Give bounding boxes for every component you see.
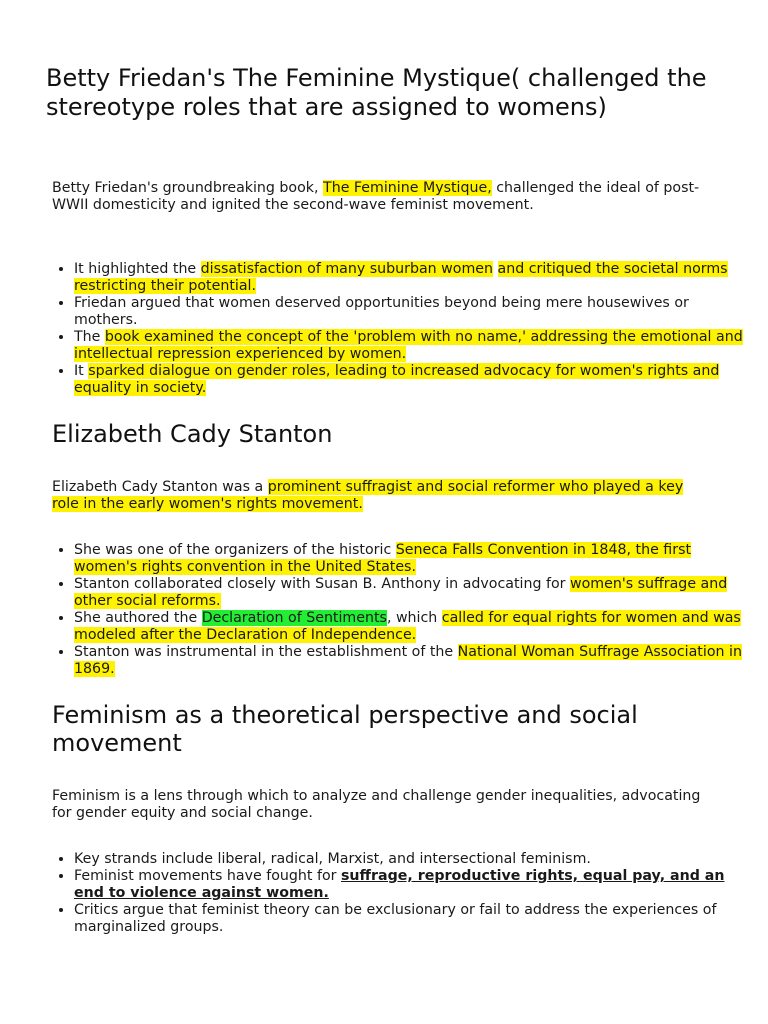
bold-underline-text: suffrage, reproductive rights, equal pay, and an end to violence against women. xyxy=(74,868,725,901)
list-item xyxy=(74,329,754,363)
list-item: • Friedan argued that women deserved opportunities beyond being mere housewives or mothers. xyxy=(74,295,754,329)
heading-feminism: Feminism as a theoretical perspective and social movement xyxy=(52,701,638,757)
list-friedan xyxy=(52,261,754,397)
list-item: • Critics argue that feminist theory can be exclusionary or fail to address the experiences of marginalized groups. xyxy=(74,902,754,936)
highlight: and critiqued the societal norms restricting their potential. xyxy=(74,261,728,294)
list-item: • Key strands include liberal, radical, Marxist, and intersectional feminism. xyxy=(74,851,754,868)
highlight: called for equal rights for women and was modeled after the Declaration of Independence. xyxy=(74,610,741,643)
text-span: Betty Friedan's groundbreaking book, xyxy=(52,180,324,196)
text-span xyxy=(493,261,498,277)
list-item xyxy=(74,868,754,902)
highlight: women's suffrage and other social reforms. xyxy=(74,576,728,609)
text-span: She was one of the organizers of the historic xyxy=(74,542,396,558)
paragraph-friedan-intro xyxy=(52,180,712,214)
list-item xyxy=(74,542,754,576)
highlight: The Feminine Mystique, xyxy=(323,180,492,196)
text-span: It xyxy=(74,363,89,379)
heading-stanton: Elizabeth Cady Stanton xyxy=(52,420,333,448)
list-item xyxy=(74,610,754,644)
text-span: Elizabeth Cady Stanton was a xyxy=(52,479,268,495)
text-span: The xyxy=(74,329,105,345)
list-item xyxy=(74,644,754,678)
highlight-green: Declaration of Sentiments xyxy=(201,610,387,626)
heading-feminine-mystique: Betty Friedan's The Feminine Mystique( challenged the stereotype roles that are assigned to womens) xyxy=(46,64,707,121)
highlight: sparked dialogue on gender roles, leading to increased advocacy for women's rights and equality in society. xyxy=(74,363,720,396)
list-item xyxy=(74,576,754,610)
text-span: Stanton collaborated closely with Susan B. Anthony in advocating for xyxy=(74,576,570,592)
text-span: , which xyxy=(386,610,442,626)
paragraph-stanton-intro xyxy=(52,479,712,513)
text-span: It highlighted the xyxy=(74,261,201,277)
text-span: Stanton was instrumental in the establishment of the xyxy=(74,644,458,660)
highlight: Seneca Falls Convention in 1848, the first women's rights convention in the United States. xyxy=(74,542,692,575)
highlight: National Woman Suffrage Association in 1869. xyxy=(74,644,742,677)
text-span: Feminist movements have fought for xyxy=(74,868,341,884)
highlight: dissatisfaction of many suburban women xyxy=(200,261,494,277)
paragraph-feminism-intro: Feminism is a lens through which to analyze and challenge gender inequalities, advocating for gender equity and social change. xyxy=(52,788,701,821)
list-stanton xyxy=(52,542,754,678)
text-span: challenged the ideal of post-WWII domesticity and ignited the second-wave feminist movement. xyxy=(52,180,700,213)
list-item xyxy=(74,363,754,397)
text-span: She authored the xyxy=(74,610,202,626)
highlight: prominent suffragist and social reformer who played a key role in the early women's rights movement. xyxy=(52,479,684,512)
highlight: book examined the concept of the 'problem with no name,' addressing the emotional and intellectual repression experienced by women. xyxy=(74,329,743,362)
list-feminism xyxy=(52,851,754,936)
list-item xyxy=(74,261,754,295)
